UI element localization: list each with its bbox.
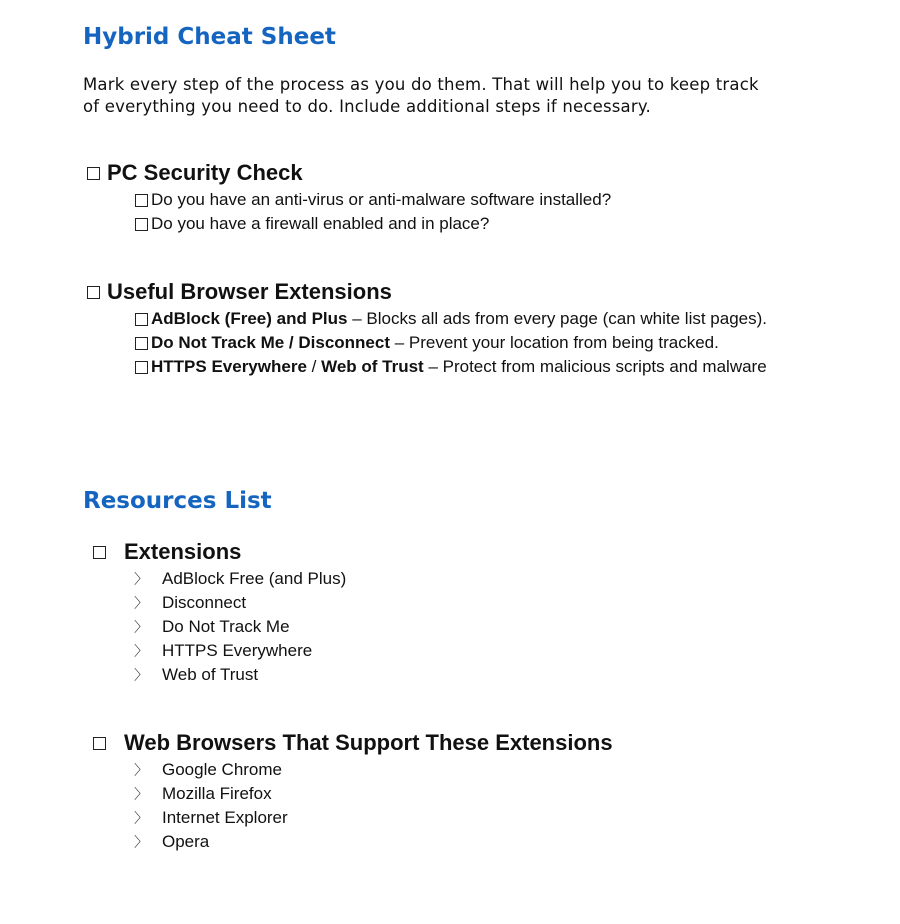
checklist-item <box>135 357 767 377</box>
separator: / <box>306 357 322 376</box>
chevron-right-icon: 〉 <box>134 643 148 659</box>
chevron-right-icon: 〉 <box>134 667 148 683</box>
list-item-text: Disconnect <box>162 593 247 612</box>
list-item-text: Do Not Track Me <box>162 617 290 636</box>
section-pc-security <box>87 160 303 186</box>
checkbox-icon[interactable] <box>93 546 106 559</box>
checkbox-icon[interactable] <box>135 313 148 326</box>
resources-title: Resources List <box>83 488 272 514</box>
list-item <box>134 760 282 780</box>
checkbox-icon[interactable] <box>87 167 100 180</box>
intro-line-1: Mark every step of the process as you do them. That will help you to keep track <box>83 75 759 94</box>
list-item <box>134 569 346 589</box>
list-item <box>134 641 312 661</box>
checkbox-icon[interactable] <box>135 218 148 231</box>
checklist-item <box>135 190 611 210</box>
checkbox-icon[interactable] <box>93 737 106 750</box>
extension-name: Do Not Track Me / Disconnect <box>151 333 390 352</box>
list-item <box>134 665 258 685</box>
checklist-item <box>135 214 489 234</box>
section-heading: Extensions <box>124 539 242 564</box>
chevron-right-icon: 〉 <box>134 595 148 611</box>
checklist-item <box>135 333 719 353</box>
intro-line-2: of everything you need to do. Include additional steps if necessary. <box>83 97 651 116</box>
checkbox-icon[interactable] <box>135 194 148 207</box>
checkbox-icon[interactable] <box>135 337 148 350</box>
checkbox-icon[interactable] <box>135 361 148 374</box>
list-item-text: AdBlock Free (and Plus) <box>162 569 347 588</box>
section-browser-extensions <box>87 279 392 305</box>
section-extensions <box>93 539 241 565</box>
extension-description: – Prevent your location from being tracked. <box>390 333 719 352</box>
extension-name: Web of Trust <box>321 357 424 376</box>
list-item-text: Internet Explorer <box>162 808 288 827</box>
list-item <box>134 832 209 852</box>
extension-name: HTTPS Everywhere <box>151 357 307 376</box>
section-heading: Useful Browser Extensions <box>107 279 392 304</box>
chevron-right-icon: 〉 <box>134 571 148 587</box>
extension-description: – Protect from malicious scripts and malware <box>423 357 767 376</box>
section-heading: PC Security Check <box>107 160 303 185</box>
extension-name: AdBlock (Free) and Plus <box>151 309 348 328</box>
list-item <box>134 593 246 613</box>
extension-description: – Blocks all ads from every page (can white list pages). <box>347 309 768 328</box>
chevron-right-icon: 〉 <box>134 834 148 850</box>
list-item-text: Mozilla Firefox <box>162 784 272 803</box>
checklist-item-text: Do you have an anti-virus or anti-malware software installed? <box>151 190 612 209</box>
checkbox-icon[interactable] <box>87 286 100 299</box>
chevron-right-icon: 〉 <box>134 786 148 802</box>
list-item-text: Web of Trust <box>162 665 259 684</box>
checklist-item-text: Do you have a firewall enabled and in place? <box>151 214 490 233</box>
list-item-text: HTTPS Everywhere <box>162 641 313 660</box>
list-item-text: Opera <box>162 832 210 851</box>
section-web-browsers <box>93 730 613 756</box>
section-heading: Web Browsers That Support These Extensions <box>124 730 613 755</box>
list-item <box>134 784 272 804</box>
list-item <box>134 617 290 637</box>
chevron-right-icon: 〉 <box>134 810 148 826</box>
chevron-right-icon: 〉 <box>134 762 148 778</box>
chevron-right-icon: 〉 <box>134 619 148 635</box>
page-title: Hybrid Cheat Sheet <box>83 24 336 50</box>
list-item <box>134 808 288 828</box>
checklist-item <box>135 309 767 329</box>
list-item-text: Google Chrome <box>162 760 283 779</box>
